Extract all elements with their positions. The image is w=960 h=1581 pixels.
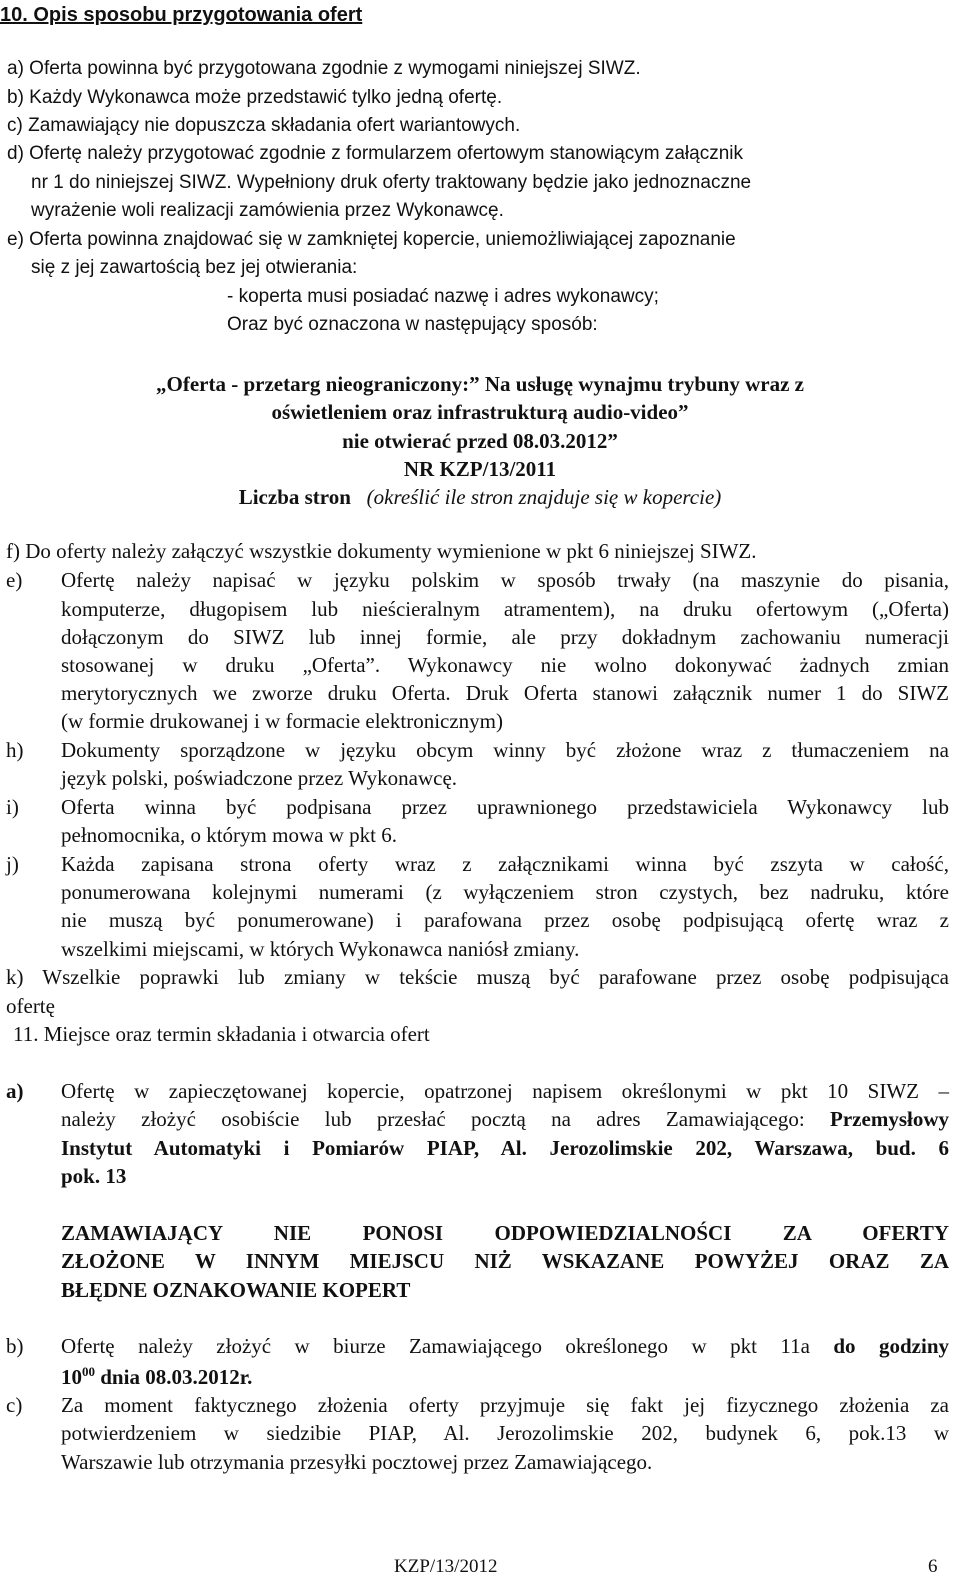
item-11b-line1-text: Ofertę należy złożyć w biurze Zamawiającego określonego w pkt 11a xyxy=(61,1334,810,1358)
item-10e-line3: - koperta musi posiadać nazwę i adres wykonawcy; xyxy=(227,286,659,307)
item-10c: c) Zamawiający nie dopuszcza składania ofert wariantowych. xyxy=(7,115,521,136)
item-11a-line4: pok. 13 xyxy=(61,1164,127,1188)
item-10j-line4: wszelkimi miejscami, w których Wykonawca naniósł zmiany. xyxy=(61,937,580,961)
item-11b-marker: b) xyxy=(6,1334,24,1358)
envelope-line4: NR KZP/13/2011 xyxy=(403,457,557,481)
item-10a: a) Oferta powinna być przygotowana zgodnie z wymogami niniejszej SIWZ. xyxy=(7,58,641,79)
item-10d-line2: nr 1 do niniejszej SIWZ. Wypełniony druk oferty traktowany będzie jako jednoznaczne xyxy=(31,172,752,193)
item-10h-line2: język polski, poświadczone przez Wykonawcę. xyxy=(61,766,458,790)
item-10f: f) Do oferty należy załączyć wszystkie dokumenty wymienione w pkt 6 niniejszej SIWZ. xyxy=(6,539,757,563)
item-11b-line1-bold: do godziny xyxy=(833,1334,950,1358)
item-11c-marker: c) xyxy=(6,1393,23,1417)
item-11b-line1 xyxy=(61,1332,949,1360)
footer-reference: KZP/13/2012 xyxy=(394,1556,498,1577)
item-10e2-marker: e) xyxy=(6,568,23,592)
envelope-line1: „Oferta - przetarg nieograniczony:” Na usługę wynajmu trybuny wraz z xyxy=(156,372,804,396)
item-10e2-line6: (w formie drukowanej i w formacie elektronicznym) xyxy=(61,709,503,733)
item-10h-marker: h) xyxy=(6,738,24,762)
item-10e2-line4: stosowanej w druku „Oferta”. Wykonawcy nie wolno dokonywać żadnych zmian xyxy=(61,653,949,677)
warning-line3: BŁĘDNE OZNAKOWANIE KOPERT xyxy=(61,1278,411,1302)
item-10i-line2: pełnomocnika, o którym mowa w pkt 6. xyxy=(61,823,397,847)
section-11-title: 11. Miejsce oraz termin składania i otwarcia ofert xyxy=(13,1022,430,1046)
item-11c-line3: Warszawie lub otrzymania przesyłki pocztowej przez Zamawiającego. xyxy=(61,1450,653,1474)
item-10b: b) Każdy Wykonawca może przedstawić tylko jedną ofertę. xyxy=(7,87,503,108)
section-10-title: 10. Opis sposobu przygotowania ofert xyxy=(0,4,363,26)
item-10i-marker: i) xyxy=(6,795,19,819)
item-10j-line2: ponumerowana kolejnymi numerami (z wyłączeniem stron czystych, bez nadruku, które xyxy=(61,880,949,904)
envelope-line5 xyxy=(0,483,960,511)
item-11b-minutes: 00 xyxy=(82,1364,95,1379)
item-11b-line2 xyxy=(61,1363,252,1391)
warning-line2: ZŁOŻONE W INNYM MIEJSCU NIŻ WSKAZANE POWYŻEJ ORAZ ZA xyxy=(61,1249,949,1273)
page-number: 6 xyxy=(928,1556,938,1577)
item-11a-marker: a) xyxy=(6,1079,24,1103)
item-11c-line1: Za moment faktycznego złożenia oferty przyjmuje się fakt jej fizycznego złożenia za xyxy=(61,1393,949,1417)
item-10j-line1: Każda zapisana strona oferty wraz z załącznikami winna być zszyta w całość, xyxy=(61,852,949,876)
item-10j-marker: j) xyxy=(6,852,19,876)
item-10d-line3: wyrażenie woli realizacji zamówienia przez Wykonawcę. xyxy=(31,200,504,221)
item-11a-line3: Instytut Automatyki i Pomiarów PIAP, Al. Jerozolimskie 202, Warszawa, bud. 6 xyxy=(61,1136,949,1160)
item-11a-line2 xyxy=(61,1105,949,1133)
item-10e-line1: e) Oferta powinna znajdować się w zamkniętej kopercie, uniemożliwiającej zapoznanie xyxy=(7,229,736,250)
item-11a-line2-bold: Przemysłowy xyxy=(830,1107,949,1131)
item-10e2-line3: dołączonym do SIWZ lub innej formie, ale przy dokładnym zachowaniu numeracji xyxy=(61,625,949,649)
item-10e2-line1: Ofertę należy napisać w języku polskim w sposób trwały (na maszynie do pisania, xyxy=(61,568,949,592)
item-10e2-line5: merytorycznych we zworze druku Oferta. Druk Oferta stanowi załącznik numer 1 do SIWZ xyxy=(61,681,949,705)
item-11c-line2: potwierdzeniem w siedzibie PIAP, Al. Jerozolimskie 202, budynek 6, pok.13 w xyxy=(61,1421,949,1445)
item-10d-line1: d) Ofertę należy przygotować zgodnie z formularzem ofertowym stanowiącym załącznik xyxy=(7,143,744,164)
item-10e-line2: się z jej zawartością bez jej otwierania: xyxy=(31,257,358,278)
envelope-line3: nie otwierać przed 08.03.2012” xyxy=(342,429,618,453)
envelope-line2: oświetleniem oraz infrastrukturą audio-video” xyxy=(271,400,689,424)
item-10e2-line2: komputerze, długopisem lub nieścieralnym atramentem), na druku ofertowym („Oferta) xyxy=(61,597,949,621)
item-10k-line1: k) Wszelkie poprawki lub zmiany w tekście muszą być parafowane przez osobę podpisująca xyxy=(6,965,949,989)
item-11a-line2-text: należy złożyć osobiście lub przesłać pocztą na adres Zamawiającego: xyxy=(61,1107,805,1131)
item-11b-hour: 10 xyxy=(61,1365,82,1389)
pages-count-label: Liczba stron xyxy=(238,485,351,509)
item-10k-line2: ofertę xyxy=(6,994,55,1018)
item-11b-date: dnia 08.03.2012r. xyxy=(100,1365,253,1389)
warning-line1: ZAMAWIAJĄCY NIE PONOSI ODPOWIEDZIALNOŚCI ZA OFERTY xyxy=(61,1221,949,1245)
item-10h-line1: Dokumenty sporządzone w języku obcym winny być złożone wraz z tłumaczeniem na xyxy=(61,738,949,762)
item-11a-line1: Ofertę w zapieczętowanej kopercie, opatrzonej napisem określonymi w pkt 10 SIWZ – xyxy=(61,1079,949,1103)
item-10j-line3: nie muszą być ponumerowane) i parafowana przez osobę podpisującą ofertę wraz z xyxy=(61,908,949,932)
item-10e-line4: Oraz być oznaczona w następujący sposób: xyxy=(227,314,598,335)
pages-count-hint: (określić ile stron znajduje się w kopercie) xyxy=(366,485,722,509)
item-10i-line1: Oferta winna być podpisana przez uprawnionego przedstawiciela Wykonawcy lub xyxy=(61,795,949,819)
